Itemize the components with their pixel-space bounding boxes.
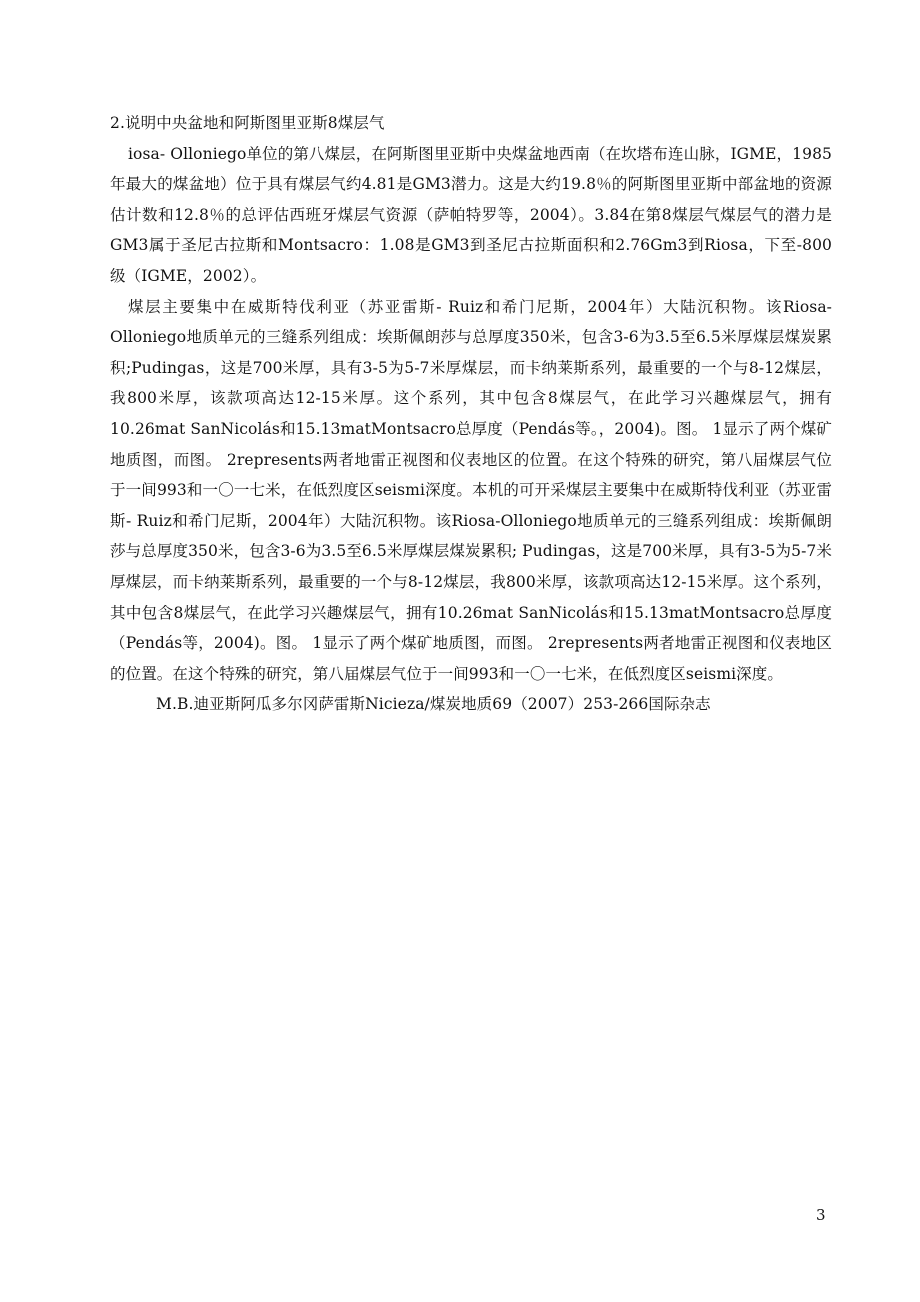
document-body xyxy=(110,108,832,720)
body-paragraph-2: 煤层主要集中在威斯特伐利亚（苏亚雷斯- Ruiz和希门尼斯，2004年）大陆沉积物。该Riosa- Olloniego地质单元的三缝系列组成：埃斯佩朗莎与总厚度350米，包含3-6为3.5至6.5米厚煤层煤炭累积;Pudingas，这是700米厚，具有3-5为5-7米厚煤层，而卡纳莱斯系列，最重要的一个与8-12煤层，我800米厚，该款项高达12-15米厚。这个系列，其中包含8煤层气，在此学习兴趣煤层气，拥有10.26mat SanNicolás和15.13matMontsacro总厚度（Pendás等。，2004)。图。 1显示了两个煤矿地质图，而图。 2represents两者地雷正视图和仪表地区的位置。在这个特殊的研究，第八届煤层气位于一间993和一〇一七米，在低烈度区seismi深度。本机的可开采煤层主要集中在威斯特伐利亚（苏亚雷斯- Ruiz和希门尼斯，2004年）大陆沉积物。该Riosa-Olloniego地质单元的三缝系列组成：埃斯佩朗莎与总厚度350米，包含3-6为3.5至6.5米厚煤层煤炭累积; Pudingas，这是700米厚，具有3-5为5-7米厚煤层，而卡纳莱斯系列，最重要的一个与8-12煤层，我800米厚，该款项高达12-15米厚。这个系列，其中包含8煤层气，在此学习兴趣煤层气，拥有10.26mat SanNicolás和15.13matMontsacro总厚度（Pendás等，2004)。图。 1显示了两个煤矿地质图，而图。 2represents两者地雷正视图和仪表地区的位置。在这个特殊的研究，第八届煤层气位于一间993和一〇一七米，在低烈度区seismi深度。 xyxy=(110,297,832,683)
section-heading: 2.说明中央盆地和阿斯图里亚斯8煤层气 xyxy=(110,114,385,132)
page-number: 3 xyxy=(816,1206,826,1224)
body-paragraph-1: iosa- Olloniego单位的第八煤层，在阿斯图里亚斯中央煤盆地西南（在坎塔布连山脉，IGME，1985年最大的煤盆地）位于具有煤层气约4.81是GM3潜力。这是大约19.8％的阿斯图里亚斯中部盆地的资源估计数和12.8％的总评估西班牙煤层气资源（萨帕特罗等，2004）。3.84在第8煤层气煤层气的潜力是GM3属于圣尼古拉斯和Montsacro：1.08是GM3到圣尼古拉斯面积和2.76Gm3到Riosa，下至-800级（IGME，2002）。 xyxy=(110,144,832,285)
citation-line: M.B.迪亚斯阿瓜多尔冈萨雷斯Nicieza/煤炭地质69（2007）253-266国际杂志 xyxy=(156,695,711,714)
